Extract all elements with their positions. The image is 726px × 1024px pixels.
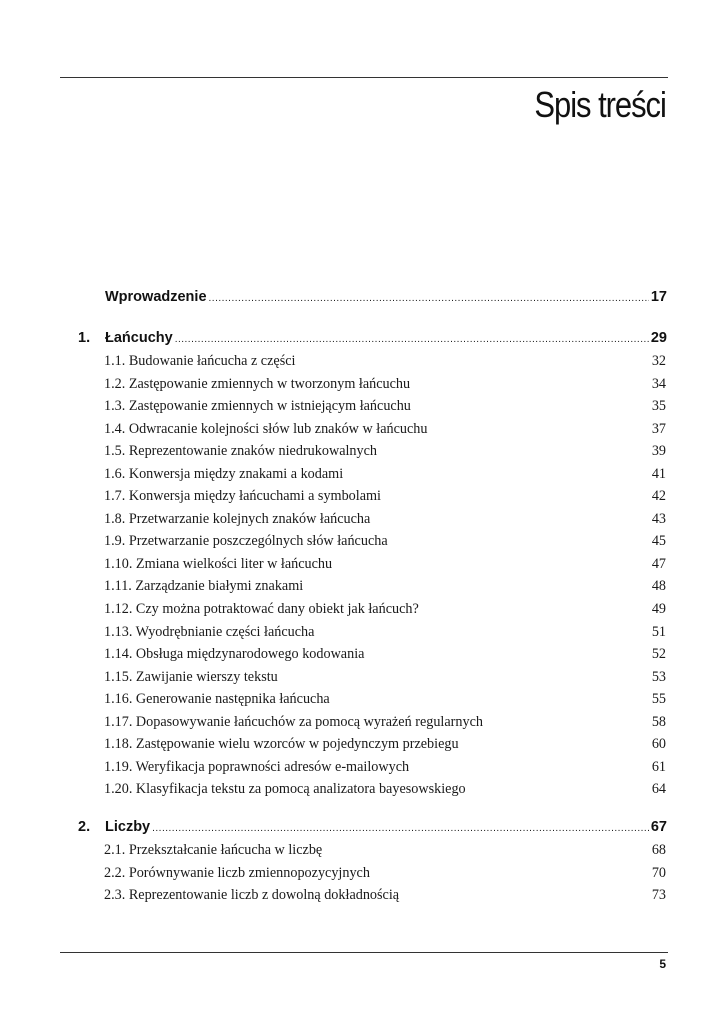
toc-section[interactable]	[104, 601, 666, 624]
toc-section[interactable]	[104, 421, 666, 444]
section-label: 1.1. Budowanie łańcucha z części	[104, 353, 296, 369]
section-label: 1.3. Zastępowanie zmiennych w istniejącym łańcuchu	[104, 398, 411, 415]
toc-section[interactable]	[104, 646, 666, 669]
section-page: 47	[651, 555, 666, 572]
section-label: 1.18. Zastępowanie wielu wzorców w pojedynczym przebiegu	[104, 736, 459, 753]
toc-entry-intro[interactable]	[78, 289, 667, 311]
dot-leader	[209, 293, 649, 304]
section-page: 32	[651, 353, 666, 369]
section-page: 37	[651, 420, 666, 437]
section-page: 41	[651, 465, 666, 482]
chapter-number: 1.	[78, 330, 91, 346]
toc-section[interactable]	[104, 466, 666, 489]
section-label: 1.12. Czy można potraktować dany obiekt jak łańcuch?	[104, 601, 419, 618]
section-page: 43	[651, 510, 666, 527]
chapter-page: 29	[650, 330, 667, 346]
section-label: 1.14. Obsługa międzynarodowego kodowania	[104, 646, 365, 663]
section-page: 60	[651, 736, 666, 753]
toc-section[interactable]	[104, 353, 666, 376]
section-label: 1.13. Wyodrębnianie części łańcucha	[104, 623, 315, 640]
toc-chapter-2[interactable]	[78, 819, 667, 841]
section-label: 1.9. Przetwarzanie poszczególnych słów łańcucha	[104, 533, 388, 550]
section-label: 2.2. Porównywanie liczb zmiennopozycyjnych	[104, 864, 370, 881]
section-page: 42	[651, 488, 666, 505]
section-label: 1.17. Dopasowywanie łańcuchów za pomocą wyrażeń regularnych	[104, 713, 483, 730]
page-number: 5	[659, 957, 666, 971]
toc-chapter-1[interactable]	[78, 330, 667, 352]
toc-section[interactable]	[104, 691, 666, 714]
toc-section[interactable]	[104, 781, 666, 804]
toc-section[interactable]	[104, 736, 666, 759]
section-label: 1.5. Reprezentowanie znaków niedrukowalnych	[104, 443, 378, 460]
toc-section[interactable]	[104, 714, 666, 737]
section-label: 1.16. Generowanie następnika łańcucha	[104, 691, 330, 708]
toc-section[interactable]	[104, 865, 666, 888]
section-page: 55	[651, 691, 666, 708]
toc-section[interactable]	[104, 398, 666, 421]
chapter-label: Liczby	[105, 819, 151, 835]
toc-section[interactable]	[104, 376, 666, 399]
section-label: 1.8. Przetwarzanie kolejnych znaków łańcucha	[104, 510, 371, 527]
intro-page: 17	[650, 289, 667, 305]
section-page: 39	[651, 443, 666, 460]
top-rule	[60, 77, 668, 78]
section-page: 68	[651, 842, 666, 858]
section-page: 61	[651, 758, 666, 775]
toc-section[interactable]	[104, 624, 666, 647]
section-page: 48	[651, 578, 666, 595]
section-page: 51	[651, 623, 666, 640]
dot-leader	[175, 334, 649, 345]
section-page: 70	[651, 864, 666, 881]
section-label: 1.2. Zastępowanie zmiennych w tworzonym łańcuchu	[104, 375, 411, 392]
chapter-1-sections	[104, 353, 666, 804]
section-page: 49	[651, 601, 666, 618]
section-page: 35	[651, 398, 666, 415]
toc-section[interactable]	[104, 759, 666, 782]
chapter-number: 2.	[78, 819, 91, 835]
toc-section[interactable]	[104, 443, 666, 466]
section-label: 1.15. Zawijanie wierszy tekstu	[104, 668, 278, 685]
chapter-label: Łańcuchy	[105, 330, 173, 346]
section-label: 1.20. Klasyfikacja tekstu za pomocą analizatora bayesowskiego	[104, 781, 466, 798]
section-label: 1.4. Odwracanie kolejności słów lub znaków w łańcuchu	[104, 420, 428, 437]
section-label: 1.7. Konwersja między łańcuchami a symbolami	[104, 488, 381, 505]
toc-section[interactable]	[104, 578, 666, 601]
chapter-page: 67	[650, 819, 667, 835]
chapter-2-sections	[104, 842, 666, 910]
section-page: 58	[651, 713, 666, 730]
bottom-rule	[60, 952, 668, 953]
toc-section[interactable]	[104, 669, 666, 692]
section-label: 1.10. Zmiana wielkości liter w łańcuchu	[104, 555, 333, 572]
page-title: Spis treści	[534, 84, 666, 125]
section-page: 53	[651, 668, 666, 685]
toc-section[interactable]	[104, 488, 666, 511]
toc-section[interactable]	[104, 511, 666, 534]
section-label: 2.3. Reprezentowanie liczb z dowolną dokładnością	[104, 887, 400, 904]
section-label: 2.1. Przekształcanie łańcucha w liczbę	[104, 842, 323, 858]
dot-leader	[152, 823, 649, 834]
section-label: 1.11. Zarządzanie białymi znakami	[104, 578, 304, 595]
section-label: 1.19. Weryfikacja poprawności adresów e-mailowych	[104, 758, 410, 775]
section-page: 73	[651, 887, 666, 904]
section-page: 34	[651, 375, 666, 392]
toc-section[interactable]	[104, 842, 666, 865]
toc-section[interactable]	[104, 556, 666, 579]
toc-section[interactable]	[104, 887, 666, 910]
section-page: 52	[651, 646, 666, 663]
section-label: 1.6. Konwersja między znakami a kodami	[104, 465, 344, 482]
toc-section[interactable]	[104, 533, 666, 556]
section-page: 45	[651, 533, 666, 550]
section-page: 64	[651, 781, 666, 798]
intro-label: Wprowadzenie	[105, 289, 207, 305]
